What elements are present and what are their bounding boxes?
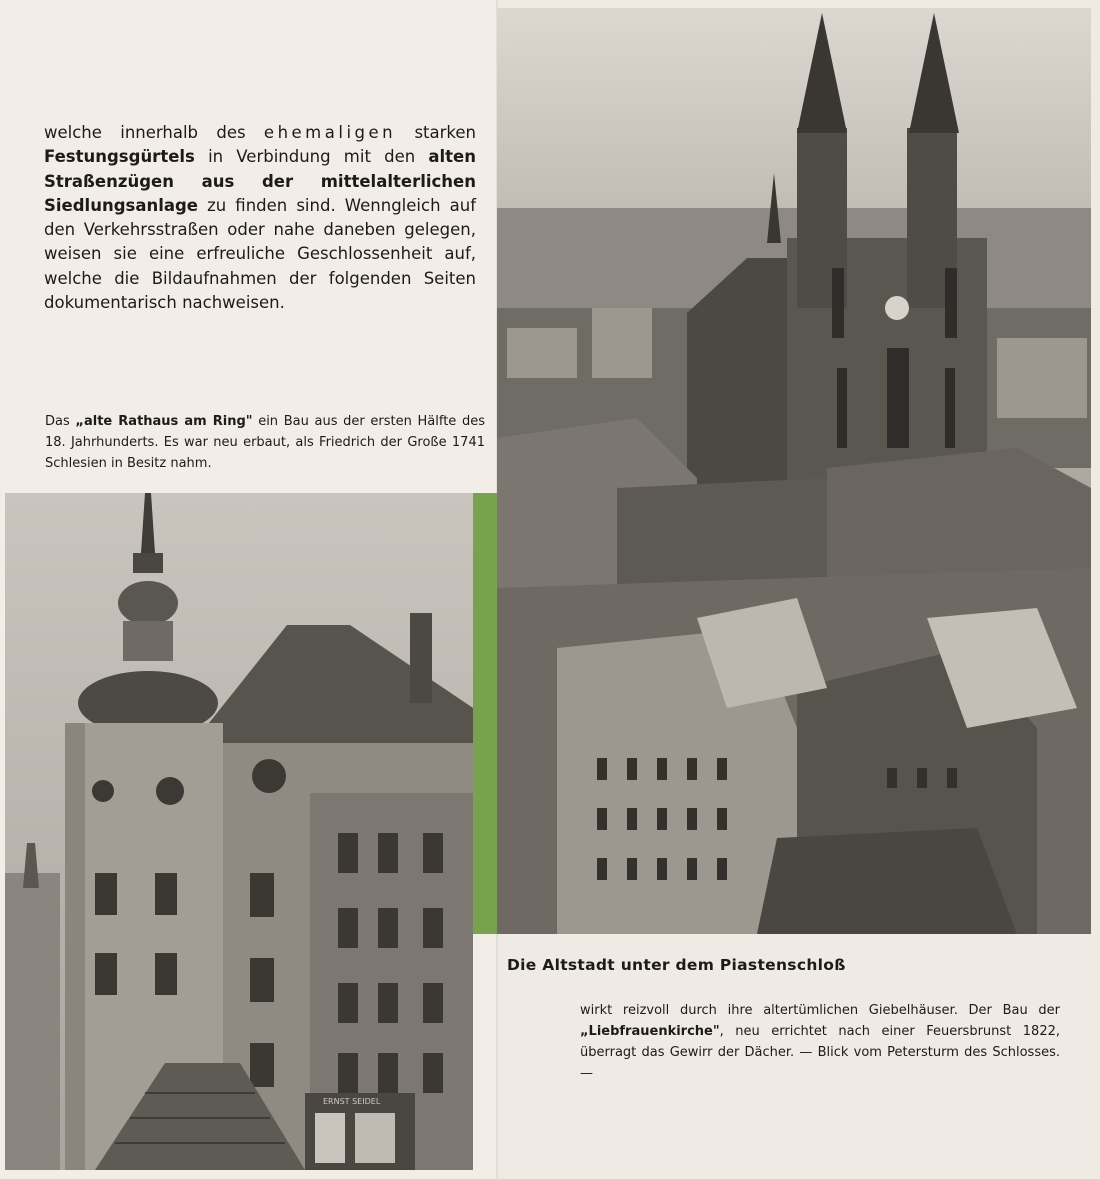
altstadt-photo: [497, 8, 1091, 934]
rathaus-caption-pre: Das: [45, 414, 76, 429]
altstadt-caption-post: , neu errichtet nach einer Feuersbrunst 1822, überragt das Gewirr der Dächer. — Blick vom Petersturm des Schlosses. —: [580, 1024, 1060, 1081]
intro-bold-1: Festungsgürtels: [44, 147, 195, 167]
rathaus-caption-bold: „alte Rathaus am Ring": [75, 414, 253, 429]
intro-text-4: in Verbindung mit den: [194, 147, 429, 167]
rathaus-caption: [45, 411, 485, 474]
rathaus-photo: [5, 493, 473, 1170]
intro-text: [44, 121, 476, 315]
altstadt-caption-bold: „Liebfrauenkirche": [580, 1024, 720, 1039]
altstadt-photo-graphic: [497, 8, 1091, 934]
intro-paragraph: [44, 121, 476, 315]
rathaus-caption-paragraph: [45, 411, 485, 474]
altstadt-heading: Die Altstadt unter dem Piastenschloß: [507, 956, 846, 974]
intro-text-5: zu finden sind. Wenngleich auf den Verkehrsstraßen oder nahe daneben gelegen, weisen sie eine erfreuliche Geschlossenheit auf, welche die Bildaufnahmen der folgenden Seiten dokumentarisch nachweisen.: [44, 195, 476, 313]
intro-bold-2: alten Straßenzügen aus der mittelalterlichen Siedlungsanlage: [44, 147, 476, 215]
green-accent-bar: [473, 493, 497, 934]
altstadt-caption-pre: wirkt reizvoll durch ihre altertümlichen Giebelhäuser. Der Bau der: [580, 1003, 1060, 1018]
rathaus-shop-sign: ERNST SEIDEL: [323, 1097, 381, 1106]
rathaus-caption-post: ein Bau aus der ersten Hälfte des 18. Jahrhunderts. Es war neu erbaut, als Friedrich der Große 1741 Schlesien in Besitz nahm.: [45, 414, 485, 471]
intro-text-1: welche innerhalb des: [44, 123, 264, 142]
rathaus-photo-graphic: [5, 493, 473, 1170]
intro-text-3: starken: [396, 123, 476, 142]
altstadt-caption-paragraph: [580, 1000, 1060, 1084]
intro-text-spaced: ehemaligen: [263, 123, 397, 142]
altstadt-caption: [580, 1000, 1060, 1084]
